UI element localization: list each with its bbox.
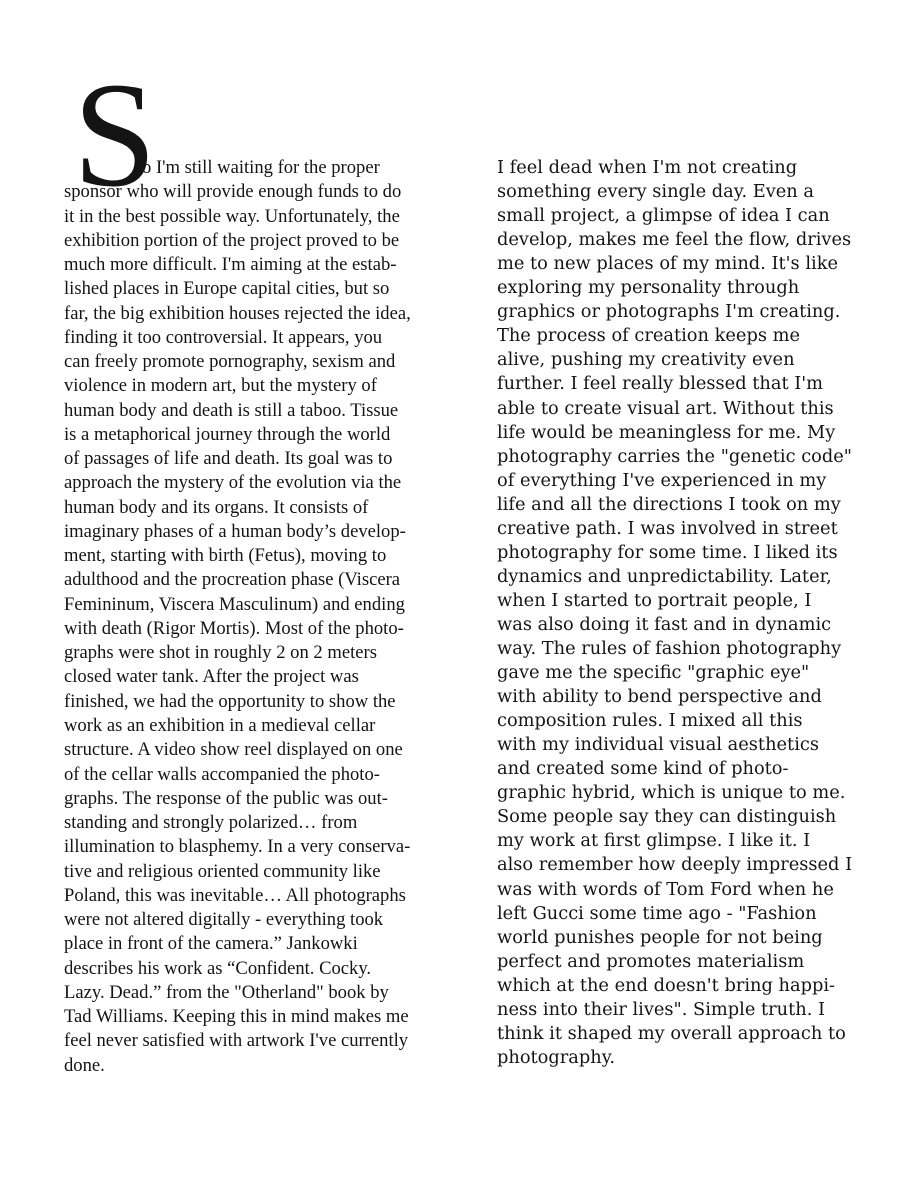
text-line: imaginary phases of a human body’s develop- (64, 520, 406, 542)
text-line: closed water tank. After the project was (64, 666, 359, 688)
text-line: human body and death is still a taboo. Tissue (64, 399, 399, 421)
text-line: can freely promote pornography, sexism and (64, 351, 396, 373)
text-line: ness into their lives". Simple truth. I (497, 998, 826, 1020)
text-line: perfect and promotes materialism (497, 950, 805, 972)
text-line: of passages of life and death. Its goal was to (64, 448, 393, 470)
text-line: graphics or photographs I'm creating. (497, 301, 841, 323)
text-line: my work at first glimpse. I like it. I (497, 830, 811, 852)
text-line: something every single day. Even a (497, 181, 815, 203)
text-line: I feel dead when I'm not creating (497, 157, 798, 178)
text-line: photography for some time. I liked its (497, 541, 838, 563)
text-line: graphs were shot in roughly 2 on 2 meters (64, 642, 377, 664)
text-line: of the cellar walls accompanied the photo- (64, 763, 380, 785)
text-line: photography carries the "genetic code" (497, 445, 852, 467)
text-line: place in front of the camera.” Jankowki (64, 933, 358, 955)
text-line: alive, pushing my creativity even (497, 349, 795, 371)
text-line: Poland, this was inevitable… All photographs (64, 884, 406, 906)
text-line: feel never satisfied with artwork I've currently (64, 1030, 409, 1052)
text-line: left Gucci some time ago - "Fashion (497, 902, 817, 924)
text-line: with death (Rigor Mortis). Most of the photo- (64, 617, 404, 639)
text-line: lished places in Europe capital cities, but so (64, 278, 390, 300)
text-line: much more difficult. I'm aiming at the estab- (64, 254, 397, 276)
text-line: when I started to portrait people, I (497, 589, 812, 611)
text-line: creative path. I was involved in street (497, 517, 838, 539)
text-line: small project, a glimpse of idea I can (497, 205, 830, 227)
text-line: was with words of Tom Ford when he (497, 878, 834, 900)
text-line: were not altered digitally - everything took (64, 909, 384, 931)
text-line: graphic hybrid, which is unique to me. (497, 782, 846, 804)
text-line: finished, we had the opportunity to show the (64, 690, 396, 712)
text-line: composition rules. I mixed all this (497, 710, 803, 732)
text-line: graphs. The response of the public was out- (64, 787, 388, 809)
text-line: standing and strongly polarized… from (64, 812, 358, 834)
text-line: violence in modern art, but the mystery of (64, 375, 377, 397)
text-line: world punishes people for not being (497, 926, 823, 948)
text-line: develop, makes me feel the flow, drives (497, 229, 852, 251)
text-line: o I'm still waiting for the proper (142, 157, 380, 178)
text-line: finding it too controversial. It appears, you (64, 326, 383, 348)
text-line: Lazy. Dead.” from the "Otherland" book by (64, 981, 389, 1003)
text-line: is a metaphorical journey through the world (64, 423, 391, 445)
text-line: work as an exhibition in a medieval cellar (64, 714, 376, 736)
text-line: ment, starting with birth (Fetus), moving to (64, 545, 387, 567)
text-line: approach the mystery of the evolution via the (64, 472, 402, 494)
text-line: tive and religious oriented community like (64, 860, 381, 882)
text-line: with my individual visual aesthetics (497, 734, 819, 756)
text-line: also remember how deeply impressed I (497, 854, 853, 876)
text-line: Femininum, Viscera Masculinum) and ending (64, 593, 405, 615)
text-line: illumination to blasphemy. In a very conserva- (64, 836, 411, 858)
text-line: Some people say they can distinguish (497, 806, 837, 828)
text-line: which at the end doesn't bring happi- (497, 974, 836, 996)
text-line: exploring my personality through (497, 277, 800, 299)
text-line: Tad Williams. Keeping this in mind makes me (64, 1006, 409, 1028)
text-line: structure. A video show reel displayed on one (64, 739, 403, 761)
text-line: further. I feel really blessed that I'm (497, 373, 824, 395)
text-line: gave me the specific "graphic eye" (497, 662, 810, 684)
text-line: exhibition portion of the project proved to be (64, 229, 400, 251)
text-line: far, the big exhibition houses rejected the idea, (64, 302, 411, 324)
text-line: adulthood and the procreation phase (Viscera (64, 569, 401, 591)
text-line: photography. (497, 1046, 616, 1068)
text-line: sponsor who will provide enough funds to do (64, 181, 402, 203)
text-line: able to create visual art. Without this (497, 397, 834, 419)
text-line: human body and its organs. It consists of (64, 496, 369, 518)
text-line: and created some kind of photo- (497, 758, 789, 780)
text-line: was also doing it fast and in dynamic (497, 613, 832, 635)
text-line: dynamics and unpredictability. Later, (497, 565, 832, 587)
text-line: life would be meaningless for me. My (497, 421, 836, 443)
text-line: life and all the directions I took on my (497, 493, 841, 515)
text-line: done. (64, 1054, 105, 1076)
text-line: think it shaped my overall approach to (497, 1022, 846, 1044)
text-line: me to new places of my mind. It's like (497, 253, 839, 275)
text-line: The process of creation keeps me (497, 325, 800, 347)
text-line: way. The rules of fashion photography (497, 638, 842, 659)
text-line: of everything I've experienced in my (497, 469, 827, 491)
text-line: describes his work as “Confident. Cocky. (64, 957, 372, 979)
text-line: it in the best possible way. Unfortunately, the (64, 205, 400, 227)
text-line: with ability to bend perspective and (497, 686, 822, 708)
drop-cap: S (73, 52, 157, 218)
